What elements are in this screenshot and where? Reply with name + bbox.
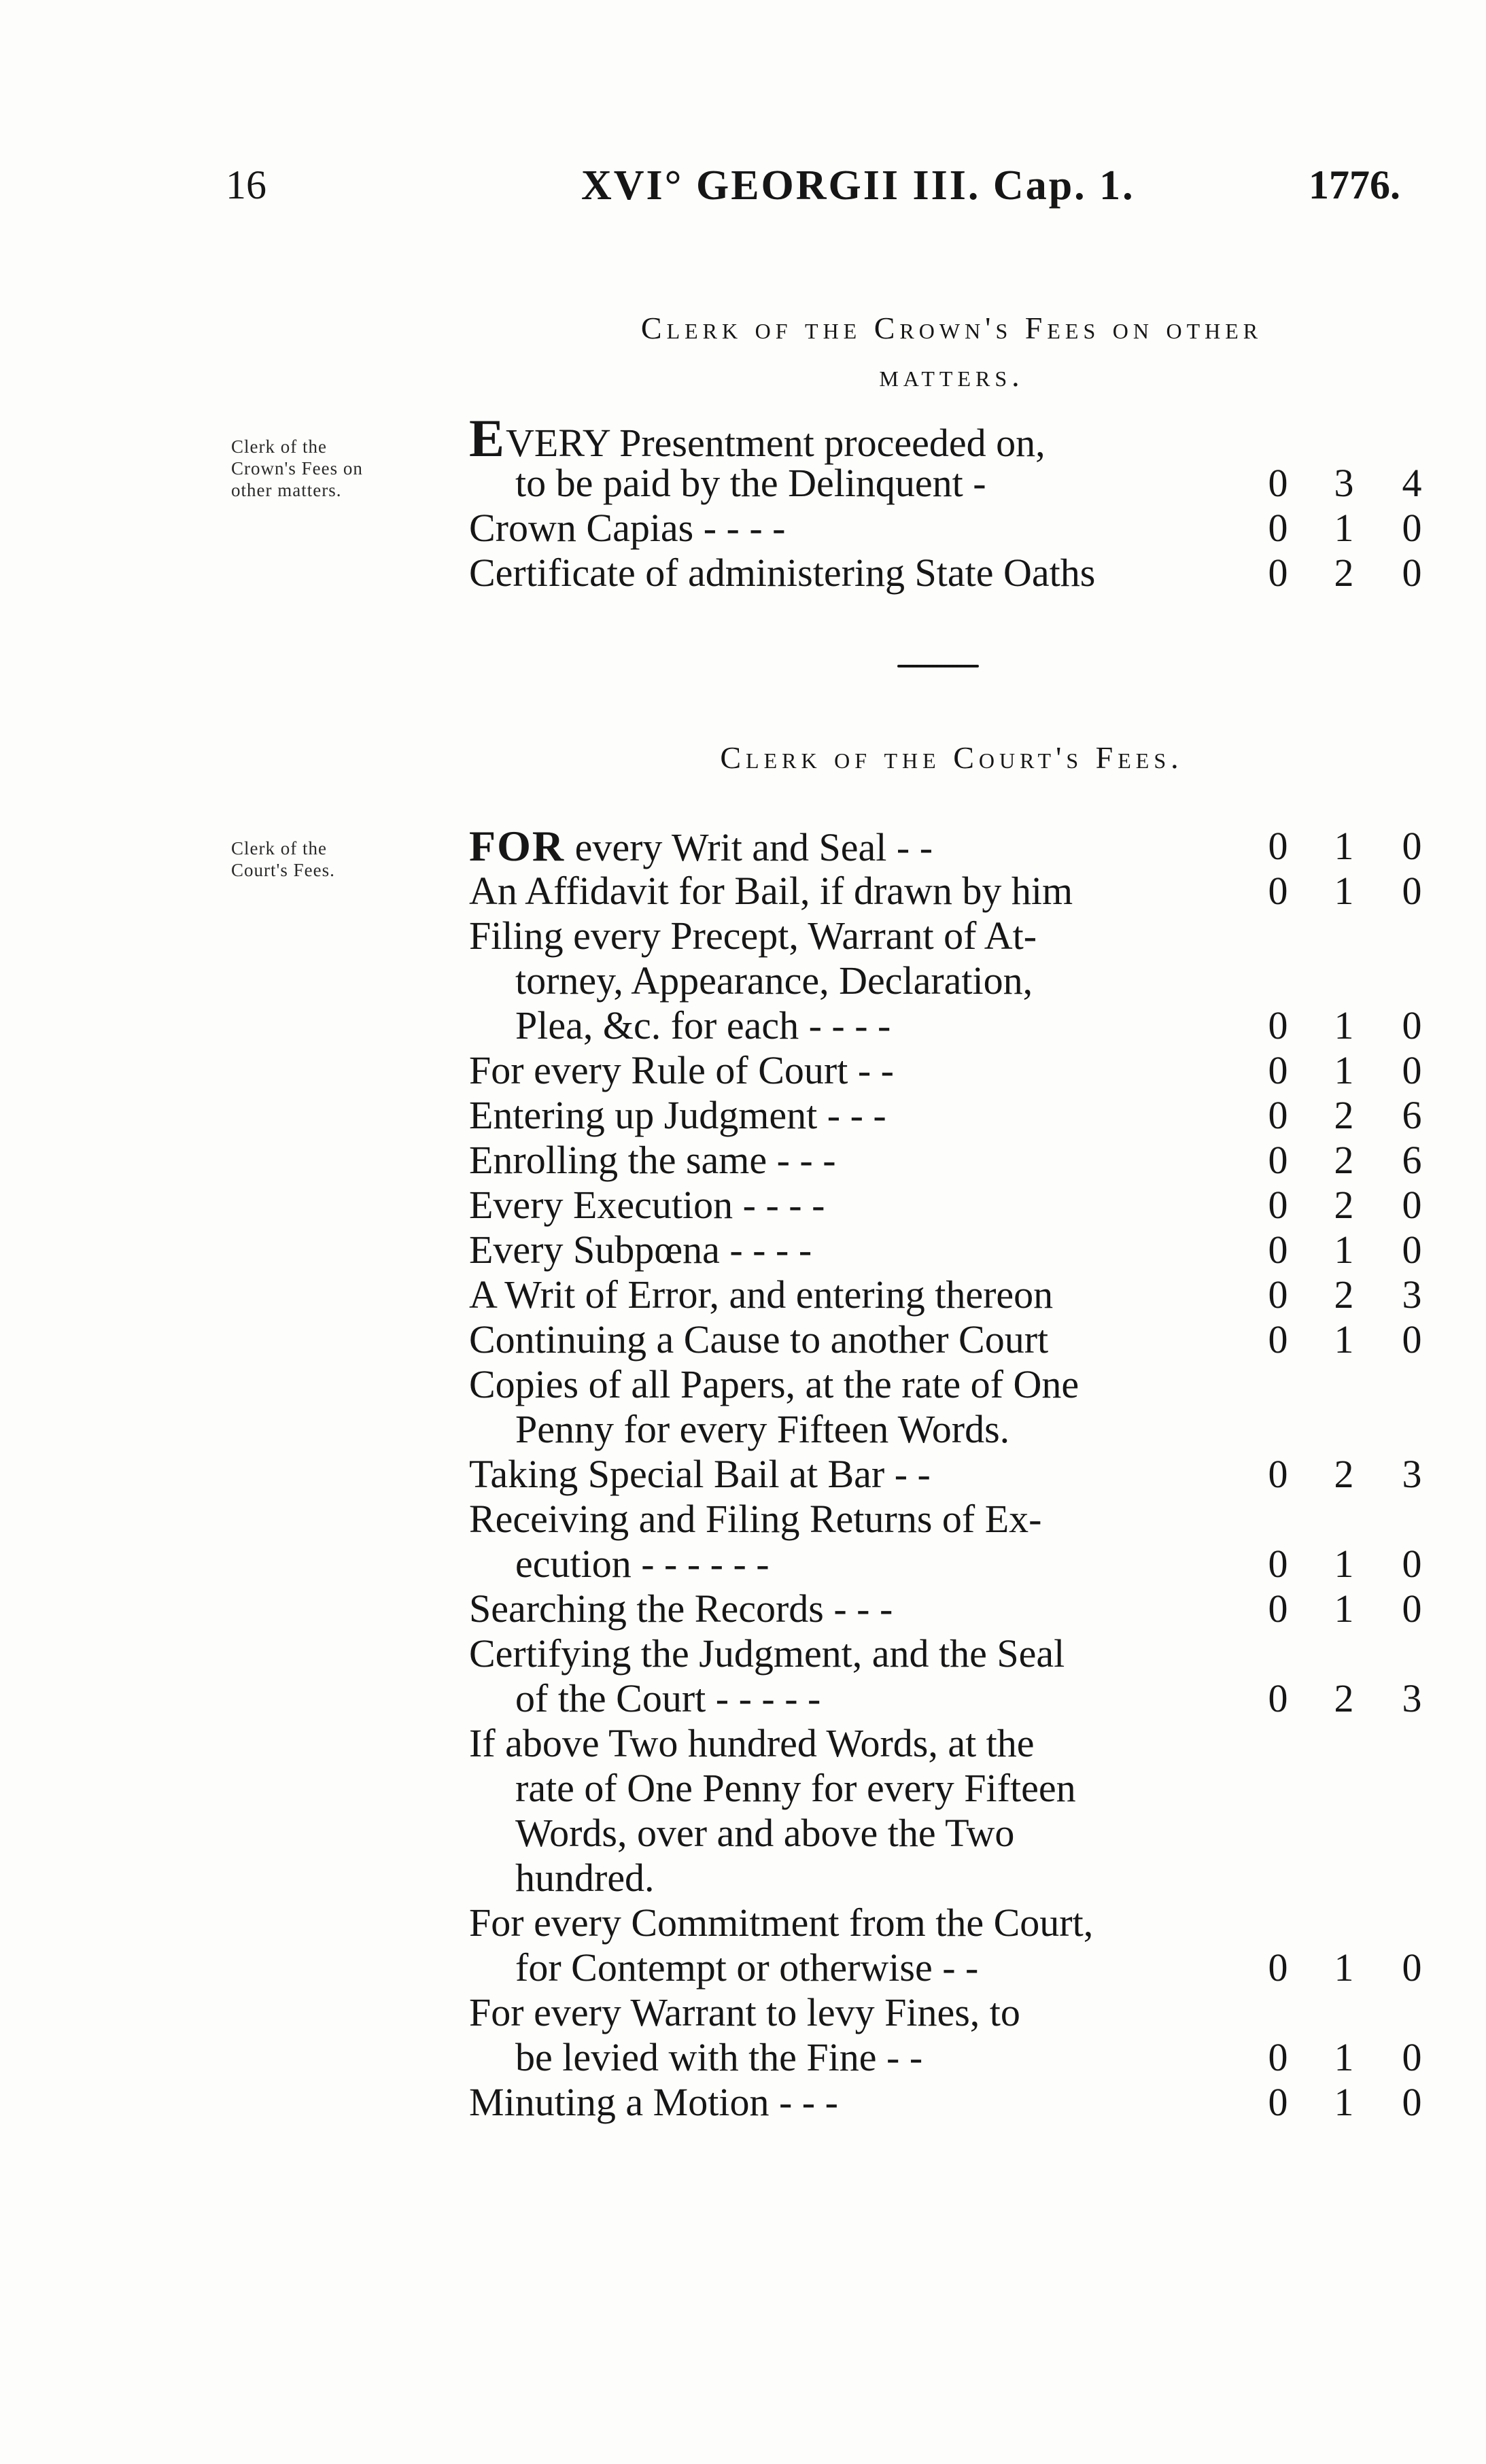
fee-text: Taking Special Bail at Bar - - bbox=[469, 1452, 931, 1496]
fee-pence: 3 bbox=[1402, 1272, 1422, 1317]
margin-note-line: Clerk of the bbox=[231, 838, 327, 858]
fee-text: Entering up Judgment - - - bbox=[469, 1093, 886, 1137]
fee-pence: 0 bbox=[1402, 551, 1422, 595]
fee-pence: 0 bbox=[1402, 1542, 1422, 1586]
fee-text: torney, Appearance, Declaration, bbox=[515, 958, 1033, 1003]
fee-row bbox=[469, 1138, 1428, 1183]
fee-row bbox=[469, 551, 1428, 595]
fee-pence: 0 bbox=[1402, 2035, 1422, 2079]
running-year: 1776. bbox=[1309, 162, 1400, 207]
fee-text: Plea, &c. for each - - - - bbox=[515, 1003, 891, 1047]
fee-pounds: 0 bbox=[1268, 551, 1288, 595]
fee-shillings: 1 bbox=[1334, 1945, 1354, 1990]
fee-pence: 6 bbox=[1402, 1138, 1422, 1182]
fee-text: If above Two hundred Words, at the bbox=[469, 1721, 1035, 1765]
fee-text: Receiving and Filing Returns of Ex- bbox=[469, 1497, 1042, 1541]
fee-row bbox=[469, 869, 1428, 914]
fee-row bbox=[469, 1183, 1428, 1228]
fee-text: A Writ of Error, and entering thereon bbox=[469, 1272, 1054, 1317]
fee-row bbox=[469, 1990, 1428, 2035]
fee-row bbox=[469, 1003, 1428, 1048]
fee-text: Every Subpœna - - - - bbox=[469, 1228, 812, 1272]
fee-pence: 0 bbox=[1402, 1586, 1422, 1631]
margin-note-line: other matters. bbox=[231, 480, 342, 500]
fee-shillings: 3 bbox=[1334, 461, 1354, 505]
fee-row bbox=[469, 1317, 1428, 1362]
fee-pounds: 0 bbox=[1268, 1945, 1288, 1990]
fee-shillings: 1 bbox=[1334, 1317, 1354, 1361]
fee-row bbox=[469, 409, 1428, 468]
fee-pence: 0 bbox=[1402, 1048, 1422, 1092]
fee-pence: 0 bbox=[1402, 1183, 1422, 1227]
fee-shillings: 1 bbox=[1334, 824, 1354, 868]
fee-shillings: 1 bbox=[1334, 1048, 1354, 1092]
fee-pounds: 0 bbox=[1268, 506, 1288, 550]
fee-text: to be paid by the Delinquent - bbox=[515, 461, 986, 505]
fee-shillings: 1 bbox=[1334, 2080, 1354, 2124]
fee-row bbox=[469, 1811, 1428, 1856]
fee-pence: 3 bbox=[1402, 1676, 1422, 1720]
fee-row bbox=[469, 958, 1428, 1003]
fee-text: An Affidavit for Bail, if drawn by him bbox=[469, 869, 1073, 913]
margin-note-crown-fees bbox=[231, 436, 462, 501]
fee-text: of the Court - - - - - bbox=[515, 1676, 821, 1720]
margin-note-line: Court's Fees. bbox=[231, 860, 335, 880]
fee-shillings: 2 bbox=[1334, 551, 1354, 595]
fee-row bbox=[469, 824, 1428, 869]
fee-text: hundred. bbox=[515, 1856, 655, 1900]
fee-shillings: 2 bbox=[1334, 1452, 1354, 1496]
fee-row bbox=[469, 1586, 1428, 1631]
fee-shillings: 1 bbox=[1334, 1003, 1354, 1047]
margin-note-line: Clerk of the bbox=[231, 436, 327, 457]
fee-row bbox=[469, 1048, 1428, 1093]
fee-pounds: 0 bbox=[1268, 1093, 1288, 1137]
fee-text: For every Commitment from the Court, bbox=[469, 1901, 1094, 1945]
fee-row bbox=[469, 461, 1428, 506]
fee-text: Enrolling the same - - - bbox=[469, 1138, 836, 1182]
fee-pounds: 0 bbox=[1268, 2080, 1288, 2124]
fee-row bbox=[469, 1407, 1428, 1452]
page-number: 16 bbox=[226, 162, 266, 207]
fee-pence: 0 bbox=[1402, 1003, 1422, 1047]
fee-row bbox=[469, 1856, 1428, 1901]
fee-pounds: 0 bbox=[1268, 1228, 1288, 1272]
fee-pounds: 0 bbox=[1268, 824, 1288, 868]
fee-shillings: 2 bbox=[1334, 1138, 1354, 1182]
fee-pounds: 0 bbox=[1268, 1183, 1288, 1227]
fee-pounds: 0 bbox=[1268, 1676, 1288, 1720]
fee-row bbox=[469, 1452, 1428, 1497]
fee-pence: 4 bbox=[1402, 461, 1422, 505]
fee-text: Crown Capias - - - - bbox=[469, 506, 786, 550]
fee-pounds: 0 bbox=[1268, 1317, 1288, 1361]
section-title-line-1: Clerk of the Crown's Fees on other bbox=[640, 311, 1263, 345]
fee-pounds: 0 bbox=[1268, 1452, 1288, 1496]
fee-text: Copies of all Papers, at the rate of One bbox=[469, 1362, 1079, 1406]
fee-pence: 0 bbox=[1402, 506, 1422, 550]
fee-pence: 0 bbox=[1402, 2080, 1422, 2124]
fee-text: Searching the Records - - - bbox=[469, 1586, 893, 1631]
fee-row bbox=[469, 1093, 1428, 1138]
fee-pounds: 0 bbox=[1268, 869, 1288, 913]
fee-shillings: 1 bbox=[1334, 869, 1354, 913]
fee-pence: 6 bbox=[1402, 1093, 1422, 1137]
fee-row bbox=[469, 1497, 1428, 1542]
fee-pence: 0 bbox=[1402, 869, 1422, 913]
fee-text: Minuting a Motion - - - bbox=[469, 2080, 838, 2124]
fee-pounds: 0 bbox=[1268, 1272, 1288, 1317]
fee-row bbox=[469, 1631, 1428, 1676]
fee-row bbox=[469, 1945, 1428, 1990]
fee-row bbox=[469, 1228, 1428, 1272]
fee-text: ecution - - - - - - bbox=[515, 1542, 770, 1586]
fee-row bbox=[469, 1362, 1428, 1407]
fee-shillings: 2 bbox=[1334, 1272, 1354, 1317]
fee-row bbox=[469, 2035, 1428, 2080]
fee-shillings: 1 bbox=[1334, 506, 1354, 550]
fee-text: For every Warrant to levy Fines, to bbox=[469, 1990, 1020, 2034]
margin-note-line: Crown's Fees on bbox=[231, 458, 363, 479]
fee-pence: 0 bbox=[1402, 824, 1422, 868]
fee-text: Every Execution - - - - bbox=[469, 1183, 825, 1227]
section-title-court-fees: Clerk of the Court's Fees. bbox=[720, 740, 1183, 775]
fee-pounds: 0 bbox=[1268, 1542, 1288, 1586]
fee-pounds: 0 bbox=[1268, 1138, 1288, 1182]
fee-pence: 0 bbox=[1402, 1317, 1422, 1361]
fee-text: rate of One Penny for every Fifteen bbox=[515, 1766, 1076, 1810]
fee-pounds: 0 bbox=[1268, 1048, 1288, 1092]
running-title: XVI° GEORGII III. Cap. 1. bbox=[581, 162, 1135, 209]
fee-text: be levied with the Fine - - bbox=[515, 2035, 923, 2079]
section-title-crown-fees bbox=[469, 305, 1434, 400]
section-divider-rule bbox=[897, 665, 979, 667]
fee-text: for Contempt or otherwise - - bbox=[515, 1945, 979, 1990]
fee-text: Filing every Precept, Warrant of At- bbox=[469, 914, 1037, 958]
fee-shillings: 2 bbox=[1334, 1183, 1354, 1227]
fee-pence: 3 bbox=[1402, 1452, 1422, 1496]
fee-text: Certifying the Judgment, and the Seal bbox=[469, 1631, 1065, 1676]
fee-shillings: 2 bbox=[1334, 1676, 1354, 1720]
fee-row bbox=[469, 506, 1428, 551]
opening-word: FOR bbox=[469, 822, 566, 870]
fee-text: Continuing a Cause to another Court bbox=[469, 1317, 1049, 1361]
fee-pounds: 0 bbox=[1268, 2035, 1288, 2079]
section-title-line-2: matters. bbox=[879, 358, 1024, 393]
fee-text: Certificate of administering State Oaths bbox=[469, 551, 1096, 595]
fee-pounds: 0 bbox=[1268, 1586, 1288, 1631]
fee-row bbox=[469, 1542, 1428, 1586]
fee-pounds: 0 bbox=[1268, 1003, 1288, 1047]
fee-row bbox=[469, 914, 1428, 958]
fee-row bbox=[469, 1766, 1428, 1811]
fee-text: EVERY Presentment proceeded on, bbox=[469, 409, 1046, 468]
margin-note-court-fees bbox=[231, 837, 462, 881]
fee-row bbox=[469, 2080, 1428, 2125]
running-header bbox=[0, 162, 1486, 216]
fee-text: Penny for every Fifteen Words. bbox=[515, 1407, 1010, 1451]
fee-row bbox=[469, 1676, 1428, 1721]
fee-pence: 0 bbox=[1402, 1228, 1422, 1272]
fee-shillings: 1 bbox=[1334, 2035, 1354, 2079]
fee-shillings: 2 bbox=[1334, 1093, 1354, 1137]
fee-pounds: 0 bbox=[1268, 461, 1288, 505]
fee-row bbox=[469, 1901, 1428, 1945]
drop-cap: E bbox=[469, 409, 506, 468]
fee-shillings: 1 bbox=[1334, 1228, 1354, 1272]
fee-text: For every Rule of Court - - bbox=[469, 1048, 894, 1092]
fee-text: Words, over and above the Two bbox=[515, 1811, 1015, 1855]
fee-pence: 0 bbox=[1402, 1945, 1422, 1990]
fee-row bbox=[469, 1272, 1428, 1317]
fee-text: FOR every Writ and Seal - - bbox=[469, 822, 933, 870]
fee-shillings: 1 bbox=[1334, 1586, 1354, 1631]
fee-shillings: 1 bbox=[1334, 1542, 1354, 1586]
fee-row bbox=[469, 1721, 1428, 1766]
